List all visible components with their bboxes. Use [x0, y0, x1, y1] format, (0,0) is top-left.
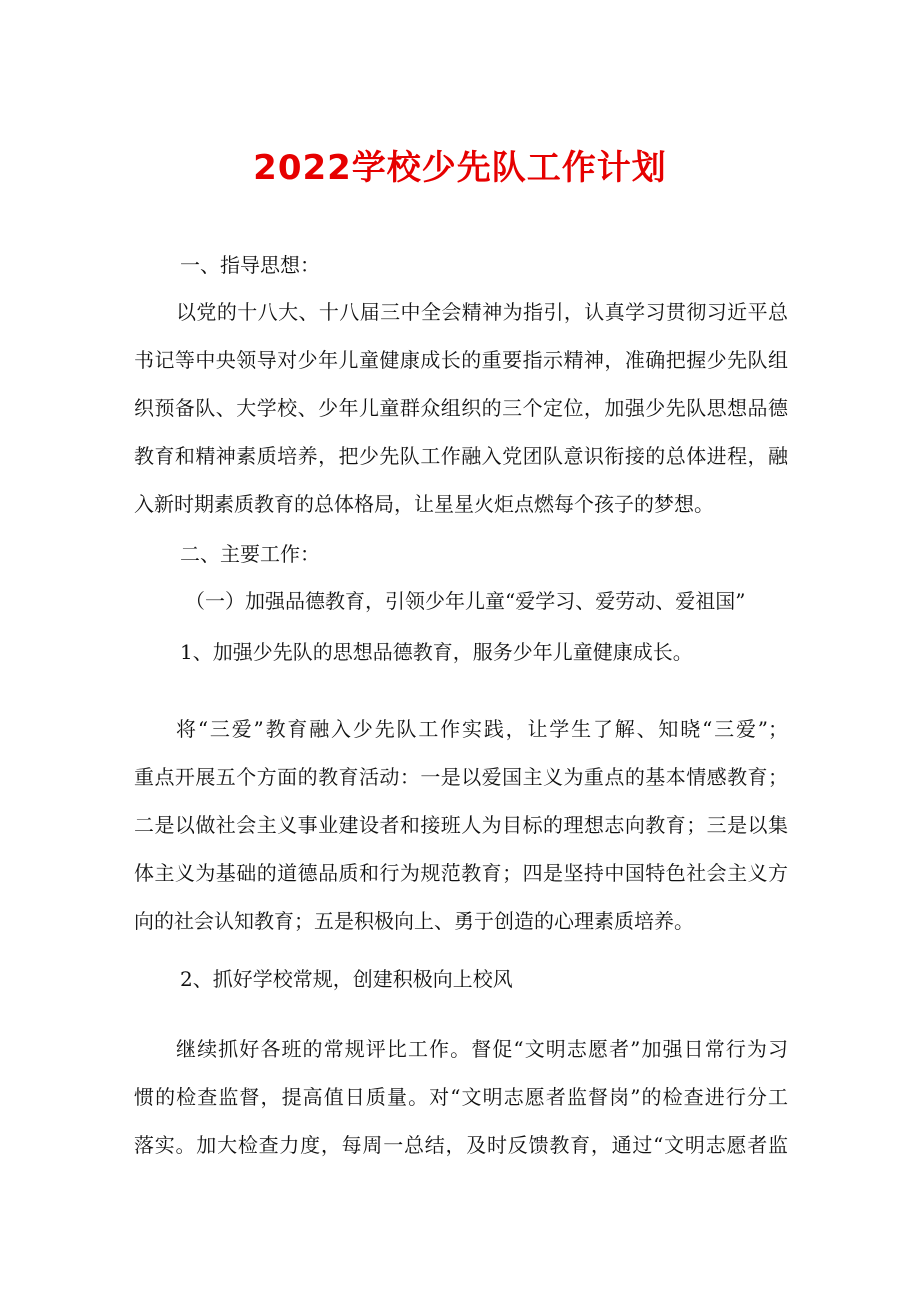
- paragraph-line: 以党的十八大、十八届三中全会精神为指引，认真学习贯彻习近平总: [176, 300, 788, 324]
- paragraph-line: 继续抓好各班的常规评比工作。督促“文明志愿者”加强日常行为习: [176, 1037, 788, 1061]
- paragraph-line: 入新时期素质教育的总体格局，让星星火炬点燃每个孩子的梦想。: [134, 492, 714, 516]
- paragraph-line: 重点开展五个方面的教育活动：一是以爱国主义为重点的基本情感教育；: [134, 765, 788, 789]
- numbered-item-heading: 2、抓好学校常规，创建积极向上校风: [180, 967, 513, 991]
- paragraph-line: 书记等中央领导对少年儿童健康成长的重要指示精神，准确把握少先队组: [134, 348, 788, 372]
- paragraph-line: 教育和精神素质培养，把少先队工作融入党团队意识衔接的总体进程，融: [134, 444, 788, 468]
- numbered-item-heading: 1、加强少先队的思想品德教育，服务少年儿童健康成长。: [180, 640, 693, 664]
- paragraph-line: 落实。加大检查力度，每周一总结，及时反馈教育，通过“文明志愿者监: [134, 1133, 788, 1157]
- subsection-heading: （一）加强品德教育，引领少年儿童“爱学习、爱劳动、爱祖国”: [185, 589, 746, 613]
- paragraph-line: 向的社会认知教育；五是积极向上、勇于创造的心理素质培养。: [134, 909, 694, 933]
- paragraph-line: 二是以做社会主义事业建设者和接班人为目标的理想志向教育；三是以集: [134, 813, 788, 837]
- paragraph-line: 织预备队、大学校、少年儿童群众组织的三个定位，加强少先队思想品德: [134, 396, 788, 420]
- paragraph-line: 体主义为基础的道德品质和行为规范教育；四是坚持中国特色社会主义方: [134, 861, 788, 885]
- paragraph-line: 惯的检查监督，提高值日质量。对“文明志愿者监督岗”的检查进行分工: [134, 1085, 788, 1109]
- paragraph-line: 将“三爱”教育融入少先队工作实践，让学生了解、知晓“三爱”；: [176, 717, 788, 741]
- document-title: 2022学校少先队工作计划: [253, 148, 667, 188]
- section-heading-guiding-thought: 一、指导思想：: [180, 253, 320, 277]
- section-heading-main-work: 二、主要工作：: [180, 542, 320, 566]
